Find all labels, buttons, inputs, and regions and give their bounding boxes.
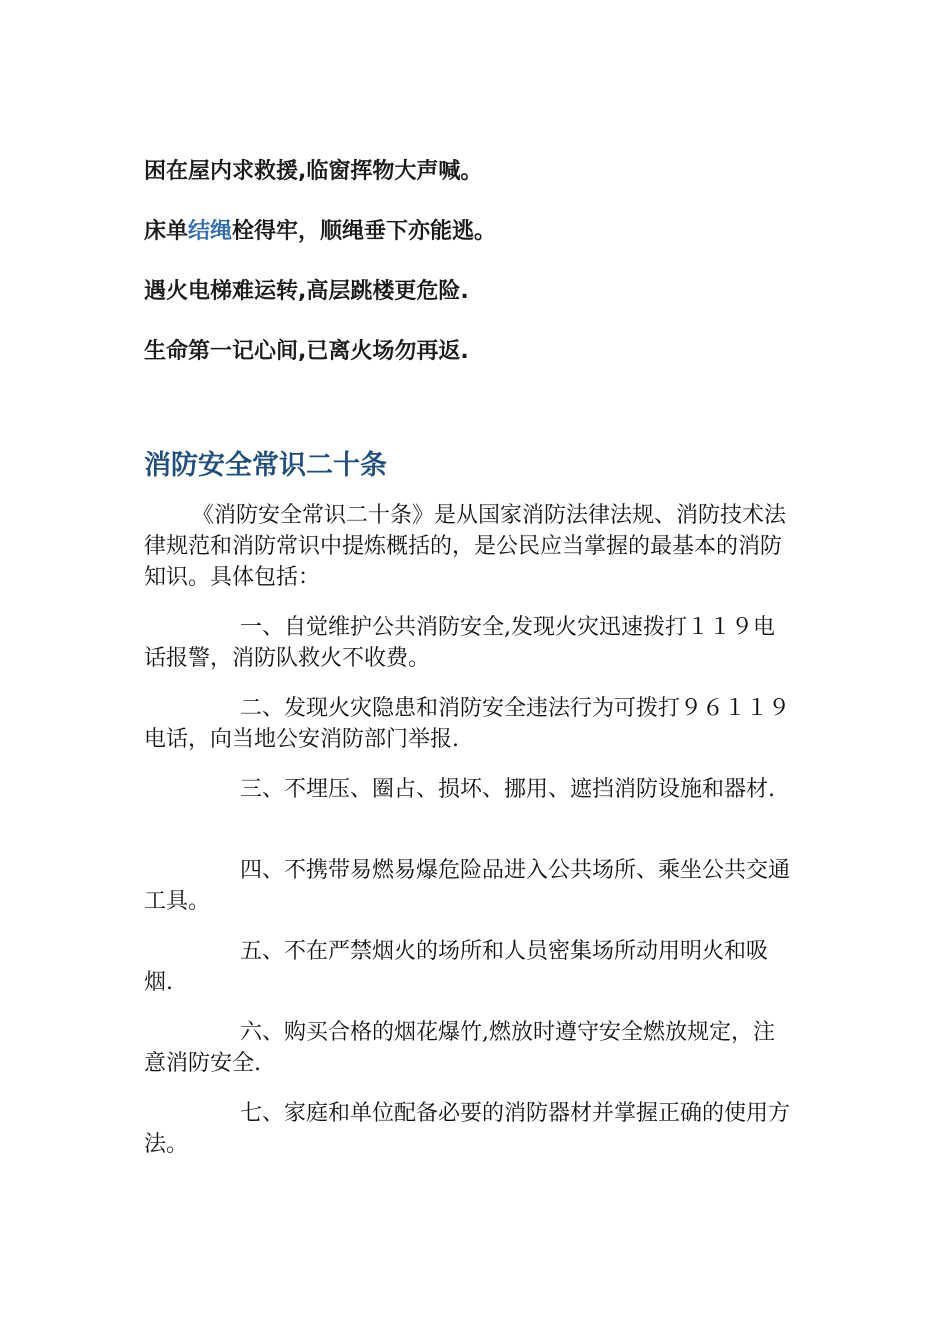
- list-item-7: 七、家庭和单位配备必要的消防器材并掌握正确的使用方法。: [144, 1101, 791, 1157]
- list-item-4: 四、不携带易燃易爆危险品进入公共场所、乘坐公共交通工具。: [144, 858, 791, 914]
- list-item-5: 五、不在严禁烟火的场所和人员密集场所动用明火和吸烟.: [144, 939, 769, 995]
- list-item-6: 六、购买合格的烟花爆竹,燃放时遵守安全燃放规定，注意消防安全.: [144, 1020, 775, 1076]
- verse-line-2-after: 栓得牢，顺绳垂下亦能逃。: [232, 219, 497, 244]
- section-heading: 消防安全常识二十条: [144, 450, 387, 481]
- list-item-2: 二、发现火灾隐患和消防安全违法行为可拨打９６１１９电话，向当地公安消防部门举报.: [144, 696, 791, 752]
- verse-line-3: 遇火电梯难运转,高层跳楼更危险.: [144, 279, 469, 304]
- list-item-3: 三、不埋压、圈占、损坏、挪用、遮挡消防设施和器材.: [240, 777, 775, 802]
- section-intro: 《消防安全常识二十条》是从国家消防法律法规、消防技术法律规范和消防常识中提炼概括的，是公民应当掌握的最基本的消防知识。具体包括：: [144, 503, 787, 590]
- verse-line-4: 生命第一记心间,已离火场勿再返.: [144, 339, 469, 364]
- verse-line-2: [144, 217, 804, 247]
- verse-line-1: 困在屋内求救援,临窗挥物大声喊。: [144, 159, 483, 184]
- verse-line-2-before: 床单: [144, 219, 189, 244]
- list-item-1: 一、自觉维护公共消防安全,发现火灾迅速拨打１１９电话报警，消防队救火不收费。: [144, 615, 775, 671]
- verse-highlight-link[interactable]: 结绳: [188, 219, 233, 244]
